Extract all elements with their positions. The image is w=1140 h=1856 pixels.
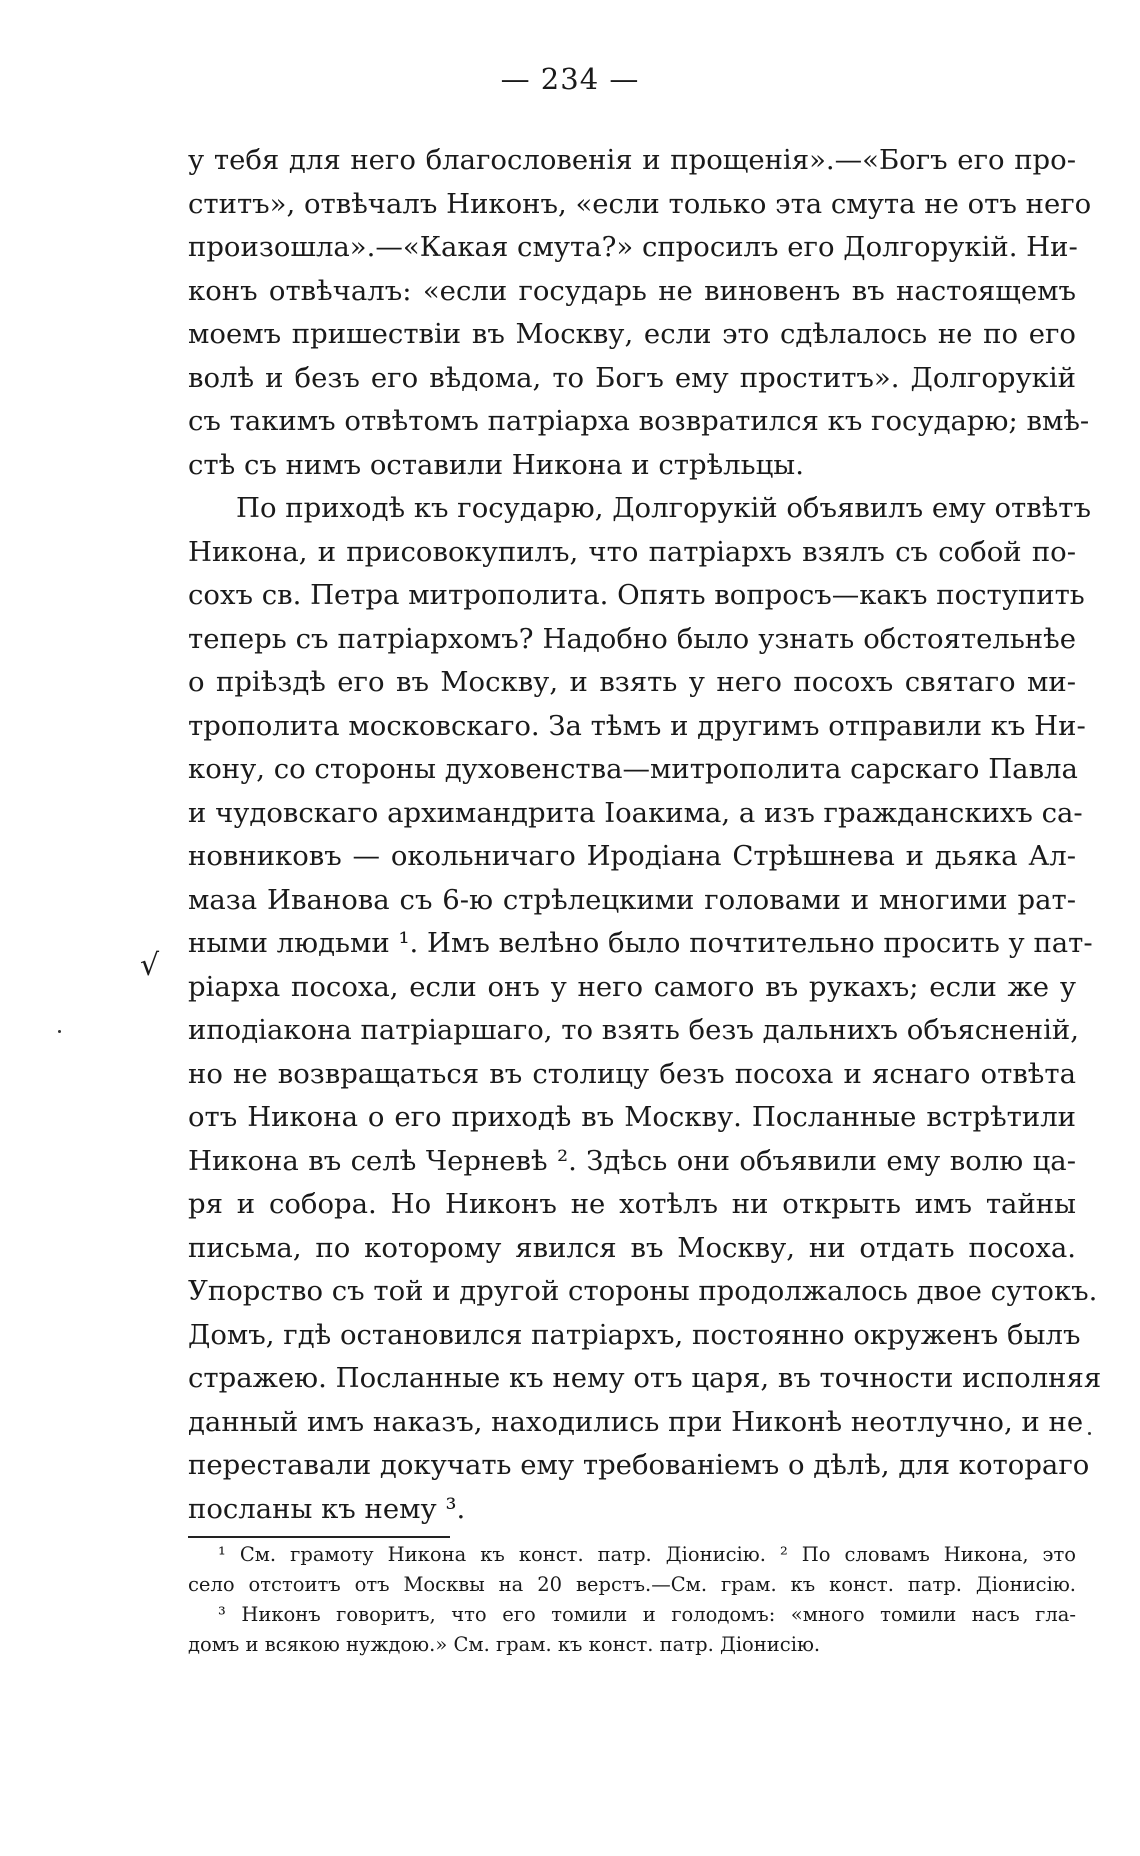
footnote-line: ³ Никонъ говоритъ, что его томили и голодомъ: «много томили насъ гла- <box>218 1603 1076 1626</box>
text-line: теперь съ патріархомъ? Надобно было узнать обстоятельнѣе <box>188 622 1076 655</box>
text-line: отъ Никона о его приходѣ въ Москву. Посланные встрѣтили <box>188 1101 1076 1133</box>
text-line: но не возвращаться въ столицу безъ посоха и яснаго отвѣта <box>188 1057 1076 1090</box>
text-line: Никона, и присовокупилъ, что патріархъ взялъ съ собой по- <box>188 535 1076 568</box>
main-text <box>188 139 1102 1531</box>
text-line: конъ отвѣчалъ: «если государь не виновенъ въ настоящемъ <box>188 274 1076 307</box>
text-line: трополита московскаго. За тѣмъ и другимъ отправили къ Ни- <box>188 709 1086 742</box>
text-line: моемъ пришествіи въ Москву, если это сдѣлалось не по его <box>188 318 1076 350</box>
text-line: Никона въ селѣ Черневѣ ². Здѣсь они объявили ему волю ца- <box>188 1144 1076 1177</box>
text-line: о пріѣздѣ его въ Москву, и взять у него посохъ святаго ми- <box>188 666 1076 698</box>
text-line: Упорство съ той и другой стороны продолжалось двое сутокъ. <box>188 1275 1098 1307</box>
text-line: Домъ, гдѣ остановился патріархъ, постоянно окруженъ былъ <box>188 1318 1081 1351</box>
text-line: ститъ», отвѣчалъ Никонъ, «если только эта смута не отъ него <box>188 187 1092 220</box>
text-line: стѣ съ нимъ оставили Никона и стрѣльцы. <box>188 448 804 481</box>
page-number: — 234 — <box>500 62 640 96</box>
text-line: сохъ св. Петра митрополита. Опять вопросъ—какъ поступить <box>188 579 1085 611</box>
text-line: произошла».—«Какая смута?» спросилъ его Долгорукій. Ни- <box>188 231 1078 263</box>
text-line: стражею. Посланные къ нему отъ царя, въ точности исполняя <box>188 1362 1102 1394</box>
text-line: посланы къ нему ³. <box>188 1492 466 1525</box>
text-line: иподіакона патріаршаго, то взять безъ дальнихъ объясненій, <box>188 1014 1079 1046</box>
scan-speck <box>58 1030 61 1033</box>
footnote-divider <box>188 1536 450 1538</box>
footnote-line: село отстоитъ отъ Москвы на 20 верстъ.—См. грам. къ конст. патр. Діонисію. <box>188 1573 1076 1596</box>
text-line: ря и собора. Но Никонъ не хотѣлъ ни открыть имъ тайны <box>188 1188 1076 1220</box>
text-line: кону, со стороны духовенства—митрополита сарскаго Павла <box>188 753 1078 785</box>
text-line: ными людьми ¹. Имъ велѣно было почтительно просить у пат- <box>188 927 1093 959</box>
scan-speck <box>1088 1432 1091 1435</box>
text-line: ріарха посоха, если онъ у него самого въ рукахъ; если же у <box>188 970 1076 1003</box>
text-line: переставали докучать ему требованіемъ о дѣлѣ, для котораго <box>188 1449 1090 1481</box>
text-line: съ такимъ отвѣтомъ патріарха возвратился къ государю; вмѣ- <box>188 405 1090 437</box>
paragraph-1 <box>188 139 1092 487</box>
text-line: По приходѣ къ государю, Долгорукій объявилъ ему отвѣтъ <box>236 492 1091 524</box>
footnotes <box>188 1540 1076 1660</box>
text-line: новниковъ — окольничаго Иродіана Стрѣшнева и дьяка Ал- <box>188 840 1076 872</box>
text-line: волѣ и безъ его вѣдома, то Богъ ему проститъ». Долгорукій <box>188 361 1076 394</box>
footnote-line: домъ и всякою нуждою.» См. грам. къ конст. патр. Діонисію. <box>188 1633 821 1656</box>
text-line: данный имъ наказъ, находились при Никонѣ неотлучно, и не <box>188 1405 1084 1438</box>
paragraph-2 <box>188 487 1102 1531</box>
text-line: и чудовскаго архимандрита Іоакима, а изъ гражданскихъ са- <box>188 796 1083 829</box>
text-line: маза Иванова съ 6-ю стрѣлецкими головами и многими рат- <box>188 883 1076 916</box>
margin-checkmark: √ <box>140 948 160 983</box>
footnote-line: ¹ См. грамоту Никона къ конст. патр. Діонисію. ² По словамъ Никона, это <box>218 1543 1076 1566</box>
text-line: письма, по которому явился въ Москву, ни отдать посоха. <box>188 1231 1076 1264</box>
text-line: у тебя для него благословенія и прощенія».—«Богъ его про- <box>188 144 1076 176</box>
